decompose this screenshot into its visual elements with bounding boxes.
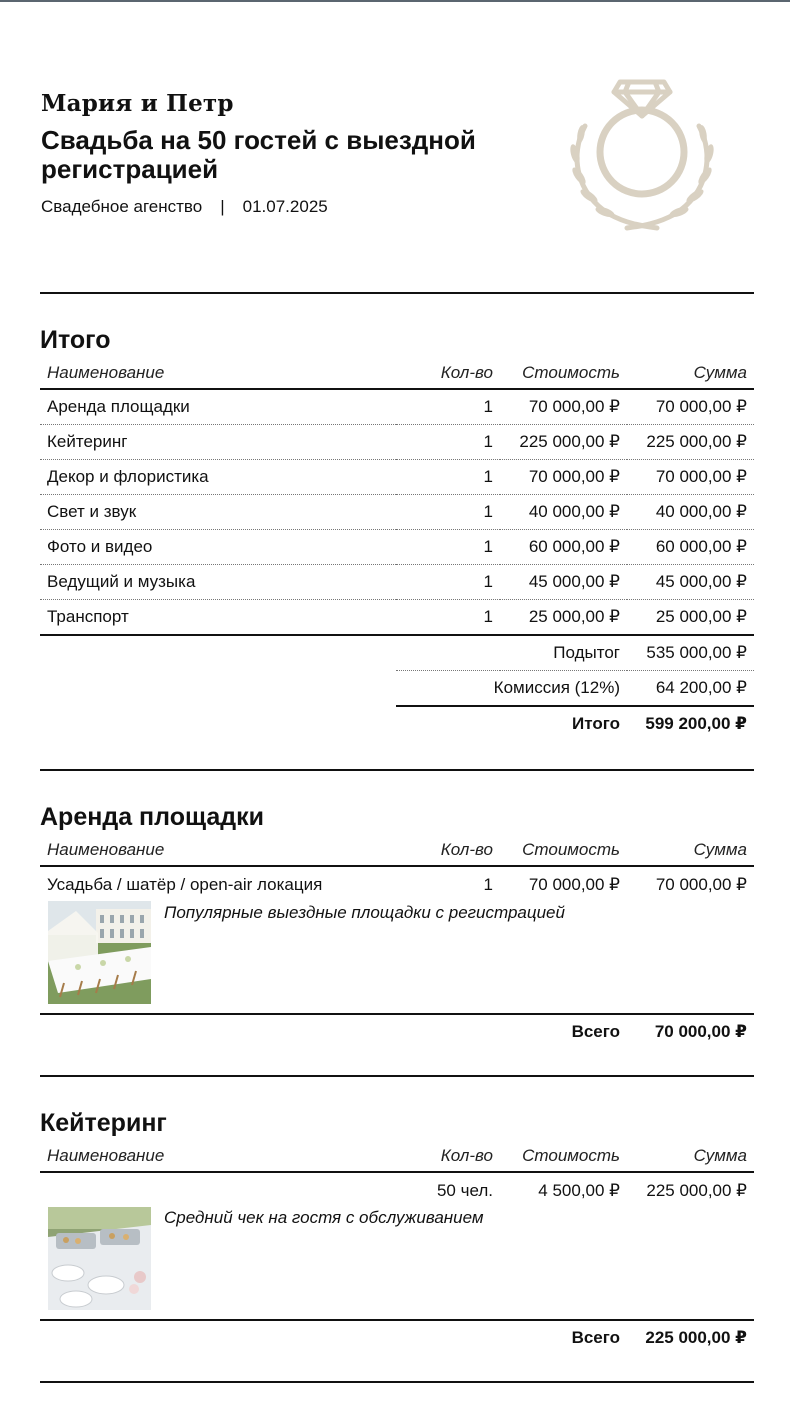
catering-total-row: [40, 1321, 754, 1357]
item-sum: 70 000,00 ₽: [655, 875, 747, 894]
row-price: 60 000,00 ₽: [500, 530, 627, 565]
section-divider: [40, 1381, 754, 1383]
column-header-sum: Сумма: [627, 834, 754, 866]
column-header-name: Наименование: [40, 834, 396, 866]
column-header-qty: Кол-во: [396, 834, 500, 866]
row-price: 225 000,00 ₽: [500, 425, 627, 460]
event-title: Свадьба на 50 гостей с выездной регистрацией: [41, 125, 476, 184]
row-qty: 1: [396, 425, 500, 460]
column-header-name: Наименование: [40, 1140, 396, 1172]
row-sum: 40 000,00 ₽: [627, 495, 754, 530]
table-header-row: [40, 357, 754, 389]
catering-table-header: [40, 1140, 754, 1173]
table-row: [40, 425, 754, 460]
summary-table: [40, 357, 754, 741]
table-header-row: [40, 1140, 754, 1172]
row-sum: 225 000,00 ₽: [627, 425, 754, 460]
row-qty: 1: [396, 530, 500, 565]
item-sum: 225 000,00 ₽: [646, 1181, 747, 1200]
catering-total-label: Всего: [571, 1328, 620, 1347]
subtotal-value: 535 000,00 ₽: [627, 635, 754, 671]
venue-heading: Аренда площадки: [40, 803, 265, 831]
table-row: [40, 565, 754, 600]
table-row: [40, 389, 754, 425]
catering-item-row: [40, 1173, 754, 1321]
commission-row: [40, 671, 754, 707]
item-name: Усадьба / шатёр / open-air локация: [47, 875, 323, 894]
table-row: [40, 600, 754, 636]
column-header-qty: Кол-во: [396, 1140, 500, 1172]
row-sum: 45 000,00 ₽: [627, 565, 754, 600]
row-sum: 70 000,00 ₽: [627, 460, 754, 495]
venue-total-value: 70 000,00 ₽: [654, 1022, 747, 1041]
item-price: 4 500,00 ₽: [538, 1181, 620, 1200]
row-price: 40 000,00 ₽: [500, 495, 627, 530]
column-header-name: Наименование: [40, 357, 396, 389]
venue-table-header: [40, 834, 754, 867]
column-header-price: Стоимость: [500, 834, 627, 866]
total-row: [40, 706, 754, 741]
commission-value: 64 200,00 ₽: [627, 671, 754, 707]
summary-section: [40, 294, 754, 741]
venue-total-row: [40, 1015, 754, 1051]
column-header-sum: Сумма: [627, 357, 754, 389]
catering-total-value: 225 000,00 ₽: [645, 1328, 747, 1347]
table-row: [40, 530, 754, 565]
catering-heading: Кейтеринг: [40, 1109, 167, 1137]
row-price: 45 000,00 ₽: [500, 565, 627, 600]
row-sum: 70 000,00 ₽: [627, 389, 754, 425]
row-price: 70 000,00 ₽: [500, 389, 627, 425]
total-label: Итого: [572, 714, 620, 733]
row-sum: 25 000,00 ₽: [627, 600, 754, 636]
document-header: [40, 0, 754, 292]
row-qty: 1: [396, 495, 500, 530]
agency-name: Свадебное агенство: [41, 197, 203, 216]
catering-section: [40, 1077, 754, 1357]
venue-section: [40, 771, 754, 1051]
document-meta: [41, 197, 328, 217]
column-header-price: Стоимость: [500, 1140, 627, 1172]
row-price: 70 000,00 ₽: [500, 460, 627, 495]
commission-label: Комиссия (12%): [396, 671, 627, 707]
item-qty: 1: [483, 875, 493, 894]
row-name: Фото и видео: [40, 530, 396, 565]
item-description: Популярные выездные площадки с регистрацией: [164, 903, 565, 922]
row-price: 25 000,00 ₽: [500, 600, 627, 636]
row-name: Транспорт: [40, 600, 396, 636]
estimate-document: [40, 0, 754, 1383]
meta-separator: |: [220, 197, 225, 216]
column-header-price: Стоимость: [500, 357, 627, 389]
document-date: 01.07.2025: [242, 197, 328, 216]
column-header-sum: Сумма: [627, 1140, 754, 1172]
couple-names: Мария и Петр: [41, 90, 234, 117]
subtotal-row: [40, 635, 754, 671]
row-name: Свет и звук: [40, 495, 396, 530]
ring-wreath-icon: [567, 76, 717, 232]
venue-total-label: Всего: [571, 1022, 620, 1041]
subtotal-label: Подытог: [396, 635, 627, 671]
row-sum: 60 000,00 ₽: [627, 530, 754, 565]
row-qty: 1: [396, 565, 500, 600]
table-row: [40, 460, 754, 495]
venue-photo: [48, 901, 151, 1004]
item-qty: 50 чел.: [436, 1181, 493, 1200]
column-header-qty: Кол-во: [396, 357, 500, 389]
row-name: Декор и флористика: [40, 460, 396, 495]
row-name: Аренда площадки: [40, 389, 396, 425]
item-description: Средний чек на гостя с обслуживанием: [164, 1208, 484, 1227]
row-qty: 1: [396, 460, 500, 495]
item-price: 70 000,00 ₽: [528, 875, 620, 894]
row-qty: 1: [396, 600, 500, 636]
summary-heading: Итого: [40, 326, 111, 354]
table-header-row: [40, 834, 754, 866]
row-name: Кейтеринг: [40, 425, 396, 460]
venue-item-row: [40, 867, 754, 1015]
table-row: [40, 495, 754, 530]
row-name: Ведущий и музыка: [40, 565, 396, 600]
total-value: 599 200,00 ₽: [645, 714, 747, 733]
row-qty: 1: [396, 389, 500, 425]
catering-photo: [48, 1207, 151, 1310]
